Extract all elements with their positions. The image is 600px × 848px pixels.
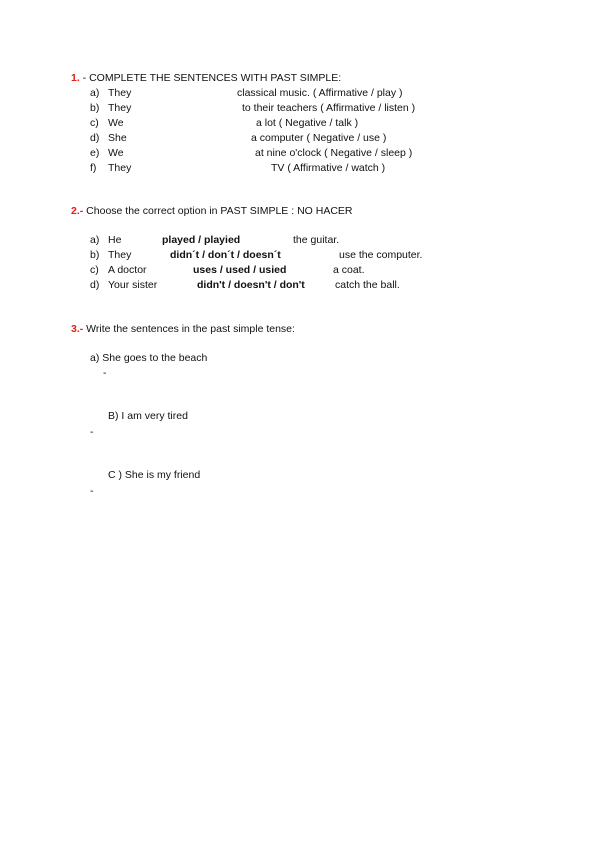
item-rest: use the computer. <box>339 249 423 261</box>
item-rest: classical music. ( Affirmative / play ) <box>237 87 403 99</box>
item-subject: We <box>108 117 124 129</box>
item-letter: a) <box>90 234 100 246</box>
item-letter: c) <box>90 117 99 129</box>
item-subject: They <box>108 102 132 114</box>
sentence-prompt: C ) She is my friend <box>108 469 201 481</box>
item-letter: a) <box>90 87 100 99</box>
item-options: played / playied <box>162 234 241 246</box>
item-rest: TV ( Affirmative / watch ) <box>271 162 386 174</box>
item-subject: They <box>108 87 132 99</box>
section2-instruction: Choose the correct option in PAST SIMPLE : NO HACER <box>83 205 353 217</box>
item-letter: c) <box>90 264 99 276</box>
section2-number: 2.- <box>71 205 84 217</box>
item-letter: b) <box>90 249 100 261</box>
section3-number: 3.- <box>71 323 84 335</box>
item-subject: They <box>108 162 132 174</box>
answer-dash: - <box>90 426 94 438</box>
item-subject: He <box>108 234 122 246</box>
section1-number: 1. <box>71 72 80 84</box>
item-letter: b) <box>90 102 100 114</box>
item-rest: catch the ball. <box>335 279 400 291</box>
item-subject: We <box>108 147 124 159</box>
answer-dash: - <box>103 367 107 379</box>
section3-instruction: Write the sentences in the past simple tense: <box>83 323 295 335</box>
item-options: uses / used / usied <box>193 264 287 276</box>
sentence-prompt: B) I am very tired <box>108 410 188 422</box>
section1-instruction: - COMPLETE THE SENTENCES WITH PAST SIMPLE: <box>79 72 342 84</box>
item-options: didn't / doesn't / don't <box>197 279 305 291</box>
item-letter: d) <box>90 279 100 291</box>
item-letter: e) <box>90 147 100 159</box>
sentence-prompt: a) She goes to the beach <box>90 352 208 364</box>
answer-dash: - <box>90 485 94 497</box>
item-rest: a lot ( Negative / talk ) <box>256 117 359 129</box>
item-letter: f) <box>90 162 97 174</box>
section3-heading <box>71 323 295 336</box>
section1-heading <box>71 72 341 85</box>
item-rest: to their teachers ( Affirmative / listen ) <box>242 102 416 114</box>
item-rest: the guitar. <box>293 234 340 246</box>
item-subject: Your sister <box>108 279 158 291</box>
item-subject: They <box>108 249 132 261</box>
section2-heading <box>71 205 353 218</box>
item-rest: at nine o'clock ( Negative / sleep ) <box>255 147 413 159</box>
item-options: didn´t / don´t / doesn´t <box>170 249 281 261</box>
item-letter: d) <box>90 132 100 144</box>
item-rest: a coat. <box>333 264 365 276</box>
item-subject: A doctor <box>108 264 147 276</box>
item-subject: She <box>108 132 127 144</box>
item-rest: a computer ( Negative / use ) <box>251 132 387 144</box>
